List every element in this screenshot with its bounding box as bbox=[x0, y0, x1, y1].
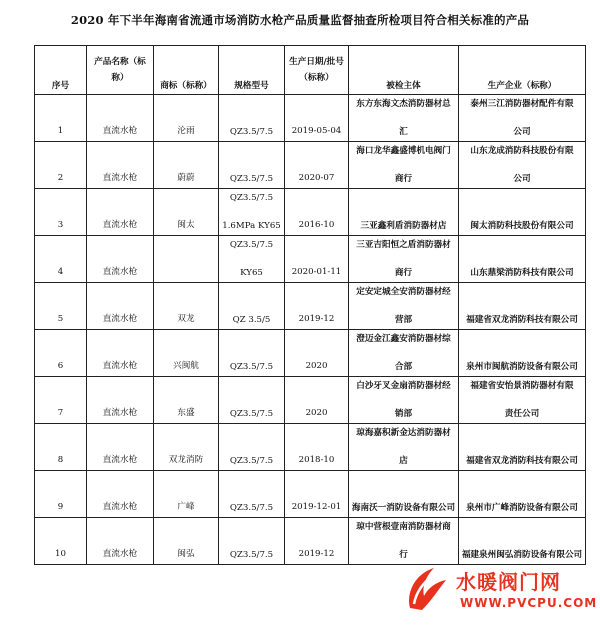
cell-product: 直流水枪 bbox=[87, 283, 154, 330]
cell-model: QZ3.5/7.5 bbox=[219, 518, 285, 565]
cell-date: 2019-05-04 bbox=[285, 95, 349, 142]
cell-product: 直流水枪 bbox=[87, 95, 154, 142]
cell-subject: 定安定城全安消防器材经 营部 bbox=[349, 283, 459, 330]
cell-brand: 广峰 bbox=[154, 471, 219, 518]
cell-subject: 琼海嘉积新金达消防器材 店 bbox=[349, 424, 459, 471]
cell-model: QZ3.5/7.5 bbox=[219, 142, 285, 189]
cell-model: QZ3.5/7.5 bbox=[219, 330, 285, 377]
header-model: 规格型号 bbox=[219, 46, 285, 95]
cell-product: 直流水枪 bbox=[87, 189, 154, 236]
cell-maker: 福建泉州闽弘消防设备有限公司 bbox=[459, 518, 586, 565]
cell-brand: 闽太 bbox=[154, 189, 219, 236]
header-brand: 商标（标称） bbox=[154, 46, 219, 95]
cell-model: QZ3.5/7.5 bbox=[219, 377, 285, 424]
cell-date: 2018-10 bbox=[285, 424, 349, 471]
cell-seq: 1 bbox=[35, 95, 87, 142]
cell-subject: 白沙牙叉金扇消防器材经 销部 bbox=[349, 377, 459, 424]
cell-product: 直流水枪 bbox=[87, 471, 154, 518]
cell-seq: 10 bbox=[35, 518, 87, 565]
cell-maker: 山东龙成消防科技股份有限 公司 bbox=[459, 142, 586, 189]
table-row bbox=[35, 518, 586, 565]
table-row bbox=[35, 95, 586, 142]
cell-subject: 东方东海文杰消防器材总 汇 bbox=[349, 95, 459, 142]
product-table bbox=[34, 45, 586, 565]
cell-seq: 7 bbox=[35, 377, 87, 424]
cell-product: 直流水枪 bbox=[87, 518, 154, 565]
page-title: 2020 年下半年海南省流通市场消防水枪产品质量监督抽查所检项目符合相关标准的产品 bbox=[70, 13, 530, 27]
cell-seq: 3 bbox=[35, 189, 87, 236]
header-date: 生产日期/批号 （标称） bbox=[285, 46, 349, 95]
cell-seq: 4 bbox=[35, 236, 87, 283]
table-row bbox=[35, 283, 586, 330]
table-row bbox=[35, 142, 586, 189]
cell-brand: 东盛 bbox=[154, 377, 219, 424]
cell-brand: 双龙 bbox=[154, 283, 219, 330]
cell-product: 直流水枪 bbox=[87, 236, 154, 283]
cell-brand: 闽弘 bbox=[154, 518, 219, 565]
table-row bbox=[35, 377, 586, 424]
cell-subject: 海口龙华鑫盛博机电阀门 商行 bbox=[349, 142, 459, 189]
cell-model: QZ3.5/7.5 1.6MPa KY65 bbox=[219, 189, 285, 236]
cell-model: QZ3.5/7.5 bbox=[219, 95, 285, 142]
cell-brand: 蔚蔚 bbox=[154, 142, 219, 189]
logo-mark-icon bbox=[404, 564, 450, 614]
cell-model: QZ3.5/7.5 bbox=[219, 471, 285, 518]
cell-maker: 泉州市广峰消防设备有限公司 bbox=[459, 471, 586, 518]
cell-seq: 8 bbox=[35, 424, 87, 471]
table-row bbox=[35, 330, 586, 377]
cell-date: 2019-12-01 bbox=[285, 471, 349, 518]
header-subject: 被检主体 bbox=[349, 46, 459, 95]
cell-maker: 福建省安怡景消防器材有限 责任公司 bbox=[459, 377, 586, 424]
cell-date: 2019-12 bbox=[285, 518, 349, 565]
table-row bbox=[35, 236, 586, 283]
table-row bbox=[35, 424, 586, 471]
cell-model: QZ3.5/7.5 bbox=[219, 424, 285, 471]
cell-subject: 三亚吉阳恒之盾消防器材 商行 bbox=[349, 236, 459, 283]
cell-subject: 三亚鑫利盾消防器材店 bbox=[349, 189, 459, 236]
cell-date: 2020-07 bbox=[285, 142, 349, 189]
cell-product: 直流水枪 bbox=[87, 377, 154, 424]
site-logo bbox=[404, 562, 598, 620]
cell-seq: 5 bbox=[35, 283, 87, 330]
cell-date: 2019-12 bbox=[285, 283, 349, 330]
cell-maker: 泰州三江消防器材配件有限 公司 bbox=[459, 95, 586, 142]
cell-brand: 双龙消防 bbox=[154, 424, 219, 471]
logo-url: WWW.PVCPU.COM bbox=[460, 596, 598, 610]
cell-product: 直流水枪 bbox=[87, 142, 154, 189]
cell-product: 直流水枪 bbox=[87, 424, 154, 471]
cell-maker: 泉州市闽航消防设备有限公司 bbox=[459, 330, 586, 377]
cell-maker: 闽太消防科技股份有限公司 bbox=[459, 189, 586, 236]
cell-date: 2020 bbox=[285, 377, 349, 424]
logo-name: 水暖阀门网 bbox=[456, 570, 561, 594]
cell-brand bbox=[154, 236, 219, 283]
table-header-row bbox=[35, 46, 586, 95]
cell-date: 2016-10 bbox=[285, 189, 349, 236]
cell-maker: 福建省双龙消防科技有限公司 bbox=[459, 283, 586, 330]
header-product: 产品名称（标 称） bbox=[87, 46, 154, 95]
cell-product: 直流水枪 bbox=[87, 330, 154, 377]
cell-subject: 澄迈金江鑫安消防器材综 合部 bbox=[349, 330, 459, 377]
header-seq: 序号 bbox=[35, 46, 87, 95]
cell-subject: 琼中营根壹南消防器材商 行 bbox=[349, 518, 459, 565]
cell-brand: 兴闽航 bbox=[154, 330, 219, 377]
cell-seq: 9 bbox=[35, 471, 87, 518]
cell-brand: 沦雨 bbox=[154, 95, 219, 142]
cell-maker: 福建省双龙消防科技有限公司 bbox=[459, 424, 586, 471]
header-maker: 生产企业（标称） bbox=[459, 46, 586, 95]
cell-model: QZ3.5/7.5 KY65 bbox=[219, 236, 285, 283]
cell-model: QZ 3.5/5 bbox=[219, 283, 285, 330]
cell-subject: 海南沃一消防设备有限公司 bbox=[349, 471, 459, 518]
cell-date: 2020-01-11 bbox=[285, 236, 349, 283]
cell-seq: 2 bbox=[35, 142, 87, 189]
cell-seq: 6 bbox=[35, 330, 87, 377]
table-row bbox=[35, 471, 586, 518]
cell-maker: 山东鼎梁消防科技有限公司 bbox=[459, 236, 586, 283]
table-row bbox=[35, 189, 586, 236]
cell-date: 2020 bbox=[285, 330, 349, 377]
